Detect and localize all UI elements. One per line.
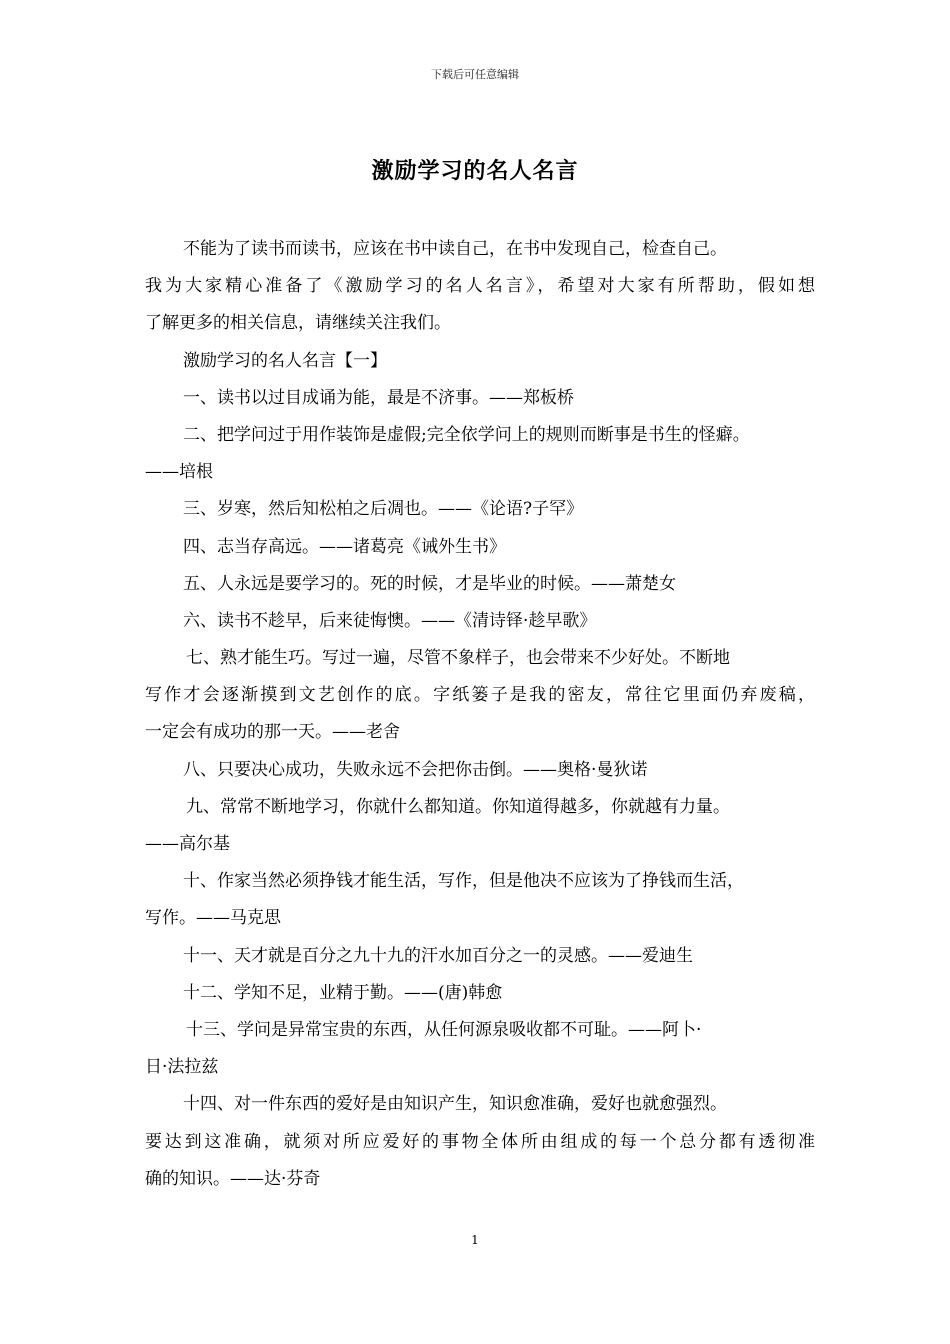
quote-14-cont-2: 确的知识。——达·芬奇 (145, 1168, 321, 1189)
quote-8: 八、只要决心成功，失败永远不会把你击倒。——奥格·曼狄诺 (183, 759, 648, 780)
quote-2: 二、把学问过于用作装饰是虚假;完全依学问上的规则而断事是书生的怪癖。 (183, 424, 750, 445)
intro-line-1: 不能为了读书而读书，应该在书中读自己，在书中发现自己，检查自己。 (183, 239, 727, 259)
quote-6: 六、读书不趁早，后来徒悔懊。——《清诗铎·趁早歌》 (183, 610, 597, 631)
document-body (145, 231, 815, 1198)
quote-14-cont-1: 要达到这准确，就须对所应爱好的事物全体所由组成的每一个总分都有透彻准 (145, 1131, 815, 1152)
page-number: 1 (471, 1233, 479, 1247)
intro-line-3: 了解更多的相关信息，请继续关注我们。 (145, 313, 451, 334)
quote-5: 五、人永远是要学习的。死的时候，才是毕业的时候。——萧楚女 (183, 573, 676, 594)
quote-9: 九、常常不断地学习，你就什么都知道。你知道得越多，你就越有力量。 (186, 796, 730, 817)
quote-7-cont-1: 写作才会逐渐摸到文艺创作的底。字纸篓子是我的密友，常往它里面仍弃废稿， (145, 685, 815, 706)
quote-1: 一、读书以过目成诵为能，最是不济事。——郑板桥 (183, 387, 574, 408)
quote-9-cont: ——高尔基 (145, 834, 230, 854)
document-title: 激励学习的名人名言 (371, 158, 579, 184)
quote-11: 十一、天才就是百分之九十九的汗水加百分之一的灵感。——爱迪生 (183, 945, 693, 966)
quote-10-cont: 写作。——马克思 (145, 908, 281, 929)
quote-13: 十三、学问是异常宝贵的东西，从任何源泉吸收都不可耻。——阿卜· (186, 1019, 702, 1040)
quote-13-cont: 日·法拉兹 (145, 1057, 219, 1078)
intro-line-2: 我为大家精心准备了《激励学习的名人名言》，希望对大家有所帮助，假如想 (145, 276, 815, 297)
quote-14: 十四、对一件东西的爱好是由知识产生，知识愈准确，爱好也就愈强烈。 (183, 1094, 727, 1115)
quote-10: 十、作家当然必须挣钱才能生活，写作，但是他决不应该为了挣钱而生活， (183, 871, 744, 892)
header-note: 下载后可任意编辑 (431, 68, 519, 81)
quote-2-cont: ——培根 (145, 462, 213, 483)
quote-4: 四、志当存高远。——诸葛亮《诫外生书》 (183, 536, 506, 557)
quote-7: 七、熟才能生巧。写过一遍，尽管不象样子，也会带来不少好处。不断地 (186, 648, 730, 669)
quote-3: 三、岁寒，然后知松柏之后凋也。——《论语?子罕》 (183, 499, 584, 520)
quote-12: 十二、学知不足，业精于勤。——(唐)韩愈 (183, 982, 503, 1003)
quote-7-cont-2: 一定会有成功的那一天。——老舍 (145, 722, 400, 743)
section-heading: 激励学习的名人名言【一】 (183, 350, 387, 371)
